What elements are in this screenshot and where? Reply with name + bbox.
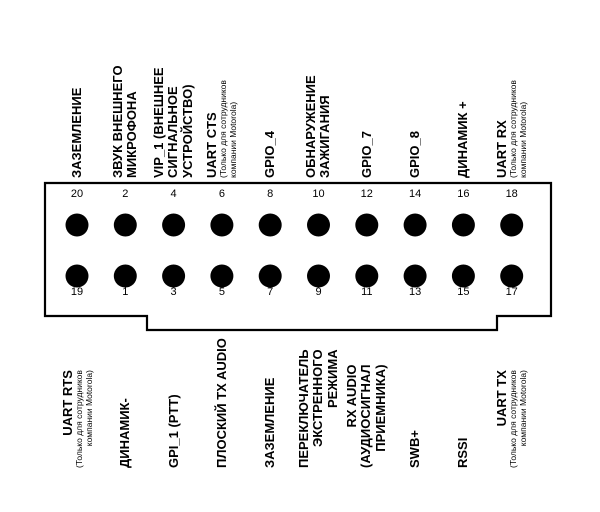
bottom-pin-number: 13 (408, 286, 422, 298)
top-pin-label (152, 67, 195, 178)
top-pin-label (408, 131, 422, 178)
bottom-pin-number: 5 (218, 286, 225, 298)
top-pin-contact (114, 214, 137, 237)
bottom-pin-label-note: (Только для сотрудников (508, 370, 519, 468)
bottom-pin-label-line: UART TX (494, 370, 510, 427)
bottom-pin-contact (66, 265, 89, 288)
bottom-pin-number: 11 (361, 286, 373, 298)
bottom-pin-label-line: (АУДИОСИГНАЛ (358, 364, 374, 468)
top-pin-label-line: UART RX (494, 120, 510, 178)
bottom-pin-label-line: ПЕРЕКЛЮЧАТЕЛЬ (296, 349, 311, 468)
bottom-pin-number: 15 (457, 286, 470, 298)
top-pin-label-line: ЗВУК ВНЕШНЕГО (109, 65, 125, 178)
top-pin-label (304, 75, 333, 178)
pin-group (66, 214, 524, 288)
top-pin-contact (452, 214, 475, 237)
bottom-pin-label (167, 394, 181, 468)
top-pin-label (111, 65, 140, 178)
bottom-pin-label-line: ДИНАМИК- (117, 398, 133, 468)
top-pin-contact (259, 214, 282, 237)
top-pin-label-note: компании Motorola) (517, 101, 528, 178)
bottom-pin-label-line: ЭКСТРЕННОГО (310, 349, 326, 447)
top-pin-label (205, 80, 238, 178)
bottom-pin-number: 19 (70, 286, 84, 298)
bottom-pin-number: 3 (170, 286, 177, 298)
top-pin-number: 10 (312, 188, 325, 200)
bottom-pin-label-line: SWB+ (407, 430, 423, 468)
top-pin-label (360, 131, 374, 178)
bottom-pin-number: 1 (122, 286, 129, 298)
top-pin-label (495, 80, 528, 178)
top-pin-label-line: GPIO_8 (407, 131, 423, 178)
top-pin-number: 12 (360, 188, 373, 200)
bottom-pin-contact (259, 265, 282, 288)
bottom-pin-number: 7 (267, 286, 274, 298)
top-pin-contact (500, 214, 523, 237)
top-pin-label (70, 88, 84, 178)
bottom-pin-label-line: ПРИЕМНИКА) (372, 364, 388, 452)
bottom-pin-label (456, 438, 470, 468)
bottom-pin-label (495, 370, 528, 468)
top-pin-contact (355, 214, 378, 237)
connector-outline (45, 183, 551, 330)
bottom-pin-label-line: РЕЖИМА (324, 349, 340, 409)
top-pin-contact (307, 214, 330, 237)
bottom-pin-contact (500, 265, 523, 288)
top-pin-label-line: UART CTS (204, 112, 220, 178)
bottom-pin-contact (404, 265, 427, 288)
bottom-pin-number: 9 (315, 286, 322, 298)
top-pin-label-line: ОБНАРУЖЕНИЕ (303, 75, 318, 178)
bottom-pin-contact (210, 265, 233, 288)
bottom-pin-contact (162, 265, 185, 288)
top-pin-label-note: (Только для сотрудников (508, 80, 519, 178)
top-pin-label (263, 131, 277, 178)
top-pin-number: 14 (408, 188, 422, 200)
bottom-pin-label (297, 349, 340, 468)
bottom-pin-number: 17 (505, 286, 518, 298)
top-pin-number: 8 (267, 188, 274, 200)
bottom-pin-label-line: ПЛОСКИЙ TX AUDIO (213, 338, 229, 468)
top-pin-label-line: ЗАЗЕМЛЕНИЕ (69, 87, 84, 178)
top-pin-label-line: GPIO_7 (358, 131, 374, 178)
bottom-pin-label (408, 430, 422, 468)
top-pin-number: 4 (170, 188, 177, 200)
top-pin-label-line: ДИНАМИК + (455, 101, 471, 178)
bottom-pin-label-line: RSSI (455, 437, 471, 468)
bottom-pin-contact (114, 265, 137, 288)
top-pin-number: 20 (70, 188, 84, 200)
top-pin-number: 18 (505, 188, 518, 200)
bottom-pin-label (263, 378, 277, 468)
top-pin-contact (162, 214, 185, 237)
top-pin-number: 16 (457, 188, 470, 200)
top-pin-label-line: УСТРОЙСТВО) (179, 84, 195, 178)
top-pin-label (456, 101, 470, 178)
top-pin-label-line: МИКРОФОНА (124, 91, 140, 178)
bottom-pin-label-line: GPI_1 (PTT) (165, 394, 181, 468)
bottom-pin-label (61, 370, 94, 468)
bottom-pin-label (215, 338, 229, 468)
bottom-pin-label-note: (Только для сотрудников (73, 370, 84, 468)
bottom-pin-label-line: ЗАЗЕМЛЕНИЕ (262, 377, 278, 468)
bottom-pin-contact (307, 265, 330, 288)
bottom-pin-label-line: RX AUDIO (344, 364, 360, 428)
top-pin-label-line: СИГНАЛЬНОЕ (165, 86, 181, 178)
bottom-pin-label (345, 364, 388, 468)
bottom-pin-contact (355, 265, 378, 288)
top-pin-label-line: VIP_1 (ВНЕШНЕЕ (151, 67, 167, 178)
top-pin-label-note: компании Motorola) (228, 101, 239, 178)
bottom-pin-label-note: компании Motorola) (83, 370, 94, 447)
top-pin-contact (210, 214, 233, 237)
top-pin-contact (404, 214, 427, 237)
top-pin-label-note: (Только для сотрудников (218, 80, 229, 178)
top-pin-number: 2 (122, 188, 129, 200)
bottom-pin-label-line: UART RTS (59, 370, 75, 436)
top-pin-label-line: GPIO_4 (262, 131, 278, 178)
bottom-pin-contact (452, 265, 475, 288)
top-pin-contact (66, 214, 89, 237)
top-pin-label-line: ЗАЖИГАНИЯ (317, 95, 333, 178)
top-pin-number: 6 (218, 188, 225, 200)
bottom-pin-label-note: компании Motorola) (517, 370, 528, 447)
bottom-pin-label (118, 398, 132, 468)
